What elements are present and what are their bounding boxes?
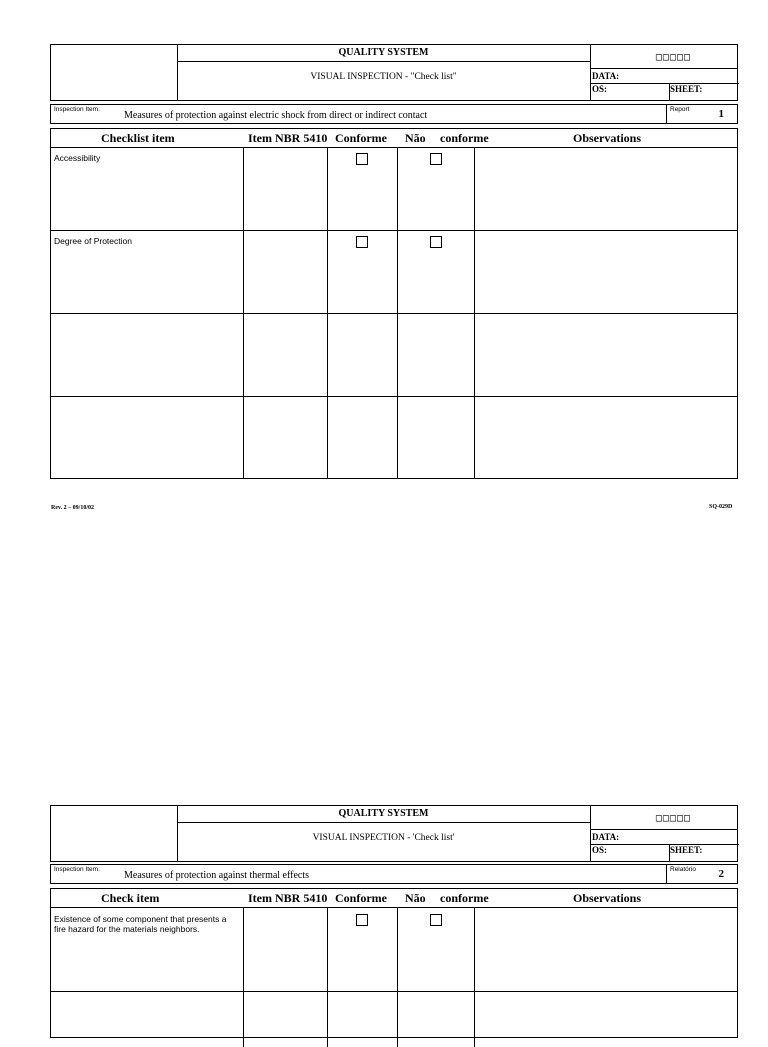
- nao-conforme-checkbox[interactable]: [430, 914, 442, 926]
- checklist-item-text: Degree of Protection: [54, 236, 132, 246]
- col-observations: Observations: [573, 131, 642, 145]
- header-title: QUALITY SYSTEM: [177, 806, 590, 823]
- inspection-item-label: Inspection Item:: [54, 866, 100, 873]
- inspection-item-row: [50, 104, 738, 124]
- divider: [474, 907, 475, 1047]
- header-meta: [590, 45, 737, 100]
- col-check-item: Check item: [101, 891, 160, 905]
- os-field[interactable]: OS:: [590, 844, 670, 861]
- col-nbr-item: Item NBR 5410: [248, 891, 328, 905]
- col-conforme: Conforme: [335, 131, 387, 145]
- conforme-checkbox[interactable]: [356, 236, 368, 248]
- report-label: Relatório: [670, 866, 697, 873]
- logo-area: [51, 45, 178, 100]
- header-subtitle: VISUAL INSPECTION - "Check list": [310, 72, 457, 82]
- conforme-checkbox[interactable]: [356, 153, 368, 165]
- table-header: [51, 129, 737, 148]
- checklist-item-text: Accessibility: [54, 153, 101, 163]
- sheet-field[interactable]: SHEET:: [670, 845, 703, 855]
- col-conforme: Conforme: [335, 891, 387, 905]
- header-title: QUALITY SYSTEM: [177, 45, 590, 62]
- header-title-area: [177, 806, 591, 861]
- checklist-table: [50, 888, 738, 1038]
- divider: [397, 907, 398, 1047]
- document-code: □□□□□: [590, 45, 737, 69]
- row-divider: [51, 396, 737, 397]
- os-field[interactable]: OS:: [590, 83, 670, 100]
- report-label: Report: [670, 106, 690, 113]
- checklist-item-text: Existence of some component that presents a fire hazard for the materials neighbors.: [54, 914, 227, 934]
- nao-conforme-checkbox[interactable]: [430, 236, 442, 248]
- document-code: □□□□□: [590, 806, 737, 830]
- table-header: [51, 889, 737, 908]
- header-meta: [590, 806, 737, 861]
- inspection-item-text: Measures of protection against thermal effects: [124, 870, 310, 881]
- row-divider: [51, 230, 737, 231]
- header-block: [50, 805, 738, 862]
- report-box: [666, 865, 738, 883]
- row-divider: [51, 991, 737, 992]
- inspection-item-label: Inspection Item:: [54, 106, 100, 113]
- col-nao: Não: [405, 131, 426, 145]
- divider: [327, 907, 328, 1047]
- row-divider: [51, 313, 737, 314]
- date-field[interactable]: DATA:: [590, 830, 739, 845]
- report-number: 2: [718, 868, 724, 880]
- report-number: 1: [718, 108, 724, 120]
- report-box: [666, 105, 738, 123]
- col-observations: Observations: [573, 891, 642, 905]
- header-subtitle: VISUAL INSPECTION - 'Check list': [312, 833, 455, 843]
- date-field[interactable]: DATA:: [590, 69, 739, 84]
- col-checklist-item: Checklist item: [101, 131, 175, 145]
- col-nao-conforme: conforme: [440, 891, 489, 905]
- divider: [243, 907, 244, 1047]
- conforme-checkbox[interactable]: [356, 914, 368, 926]
- header-block: [50, 44, 738, 101]
- form-code: SQ-029D: [709, 504, 733, 510]
- checklist-table: [50, 128, 738, 479]
- col-nao-conforme: conforme: [440, 131, 489, 145]
- col-nbr-item: Item NBR 5410: [248, 131, 328, 145]
- inspection-item-row: [50, 864, 738, 884]
- inspection-item-text: Measures of protection against electric shock from direct or indirect contact: [124, 110, 428, 121]
- col-nao: Não: [405, 891, 426, 905]
- nao-conforme-checkbox[interactable]: [430, 153, 442, 165]
- logo-area: [51, 806, 178, 861]
- revision-note: Rev. 2 – 09/10/02: [51, 505, 94, 511]
- header-title-area: [177, 45, 591, 100]
- sheet-field[interactable]: SHEET:: [670, 84, 703, 94]
